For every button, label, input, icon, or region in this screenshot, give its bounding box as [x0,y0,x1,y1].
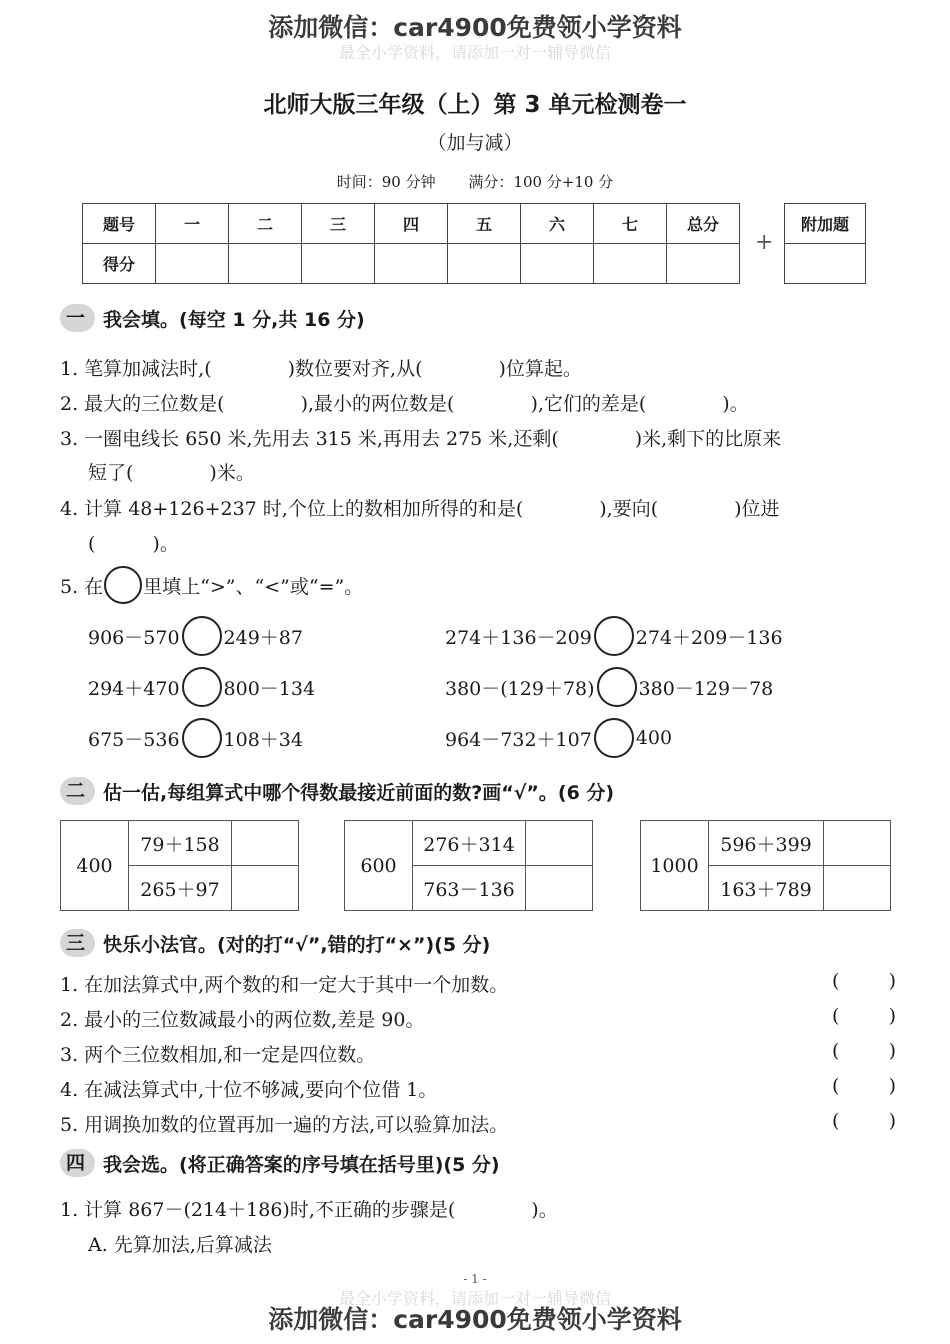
judge-answer-slot[interactable]: ( ) [832,1005,896,1027]
estimate-table [640,820,891,911]
compare-item [445,667,773,707]
estimate-expr: 79＋158 [129,821,232,866]
question-1-3: 3. 一圈电线长 650 米,先用去 315 米,再用去 275 米,还剩( )米,剩下的比原来 [60,428,782,450]
estimate-check-cell[interactable] [232,866,299,911]
judge-item [60,1040,900,1067]
section-badge: 三 [60,929,95,957]
compare-item [88,718,303,758]
compare-answer-circle[interactable] [182,616,222,656]
section-3-header [60,928,490,958]
estimate-target: 400 [61,821,129,911]
exam-time: 时间：90 分钟 [336,173,436,191]
score-cell[interactable] [375,244,448,284]
choice-a: A. 先算加法,后算减法 [88,1234,272,1256]
compare-right: 400 [635,727,673,749]
judge-item [60,1110,900,1137]
score-value-row [83,244,740,284]
estimate-check-cell[interactable] [526,821,593,866]
estimate-expr: 763－136 [413,866,526,911]
score-table [82,203,740,284]
judge-text: 3. 两个三位数相加,和一定是四位数。 [60,1044,376,1066]
score-cell[interactable] [302,244,375,284]
compare-left: 380－(129＋78) [445,677,595,700]
estimate-target: 1000 [641,821,709,911]
question-1-4: 4. 计算 48+126+237 时,个位上的数相加所得的和是( ),要向( )位进 [60,498,780,520]
section-badge: 一 [60,304,95,332]
estimate-check-cell[interactable] [824,866,891,911]
compare-item [88,667,315,707]
score-cell[interactable] [521,244,594,284]
judge-answer-slot[interactable]: ( ) [832,1075,896,1097]
section-title: 我会填。(每空 1 分,共 16 分) [103,308,365,331]
compare-answer-circle[interactable] [182,667,222,707]
compare-left: 675－536 [88,728,180,751]
judge-item [60,1005,900,1032]
watermark-top: 添加微信：car4900免费领小学资料 [268,13,682,42]
score-header-cell: 一 [156,204,229,244]
extra-score-table [784,203,866,284]
judge-answer-slot[interactable]: ( ) [832,970,896,992]
score-header-cell: 六 [521,204,594,244]
page-number: - 1 - [463,1272,487,1286]
question-1-1: 1. 笔算加减法时,( )数位要对齐,从( )位算起。 [60,358,582,380]
score-cell[interactable] [156,244,229,284]
estimate-expr: 163＋789 [709,866,824,911]
judge-answer-slot[interactable]: ( ) [832,1110,896,1132]
compare-answer-circle[interactable] [594,718,634,758]
q5-suffix: 里填上“>”、“<”或“=”。 [143,575,364,598]
ghost-text-bottom: 最全小学资料，请添加一对一辅导微信 [338,1289,611,1308]
judge-text: 5. 用调换加数的位置再加一遍的方法,可以验算加法。 [60,1114,509,1136]
extra-score-cell[interactable] [785,244,866,284]
estimate-target: 600 [345,821,413,911]
estimate-table [344,820,593,911]
estimate-table [60,820,299,911]
score-header-cell: 七 [594,204,667,244]
compare-right: 108＋34 [223,728,303,751]
compare-left: 964－732＋107 [445,728,592,751]
page-subtitle: （加与减） [427,132,523,154]
compare-left: 294＋470 [88,677,180,700]
compare-right: 274＋209－136 [635,626,783,649]
ghost-text-top: 最全小学资料，请添加一对一辅导微信 [338,43,611,62]
section-1-header [60,303,365,333]
compare-item [445,616,783,656]
judge-item [60,970,900,997]
section-4-header [60,1148,500,1178]
score-cell[interactable] [667,244,740,284]
compare-answer-circle[interactable] [597,667,637,707]
score-cell[interactable] [229,244,302,284]
judge-answer-slot[interactable]: ( ) [832,1040,896,1062]
section-badge: 二 [60,777,95,805]
score-row-label: 得分 [83,244,156,284]
compare-answer-circle[interactable] [182,718,222,758]
section-title: 快乐小法官。(对的打“√”,错的打“×”)(5 分) [103,933,491,956]
score-cell[interactable] [594,244,667,284]
section-badge: 四 [60,1149,95,1177]
estimate-check-cell[interactable] [526,866,593,911]
q5-prefix: 5. 在 [60,575,104,598]
score-cell[interactable] [448,244,521,284]
section-2-header [60,776,614,806]
plus-sign: + [755,230,774,255]
judge-text: 4. 在减法算式中,十位不够减,要向个位借 1。 [60,1079,438,1101]
score-header-cell: 题号 [83,204,156,244]
compare-answer-circle[interactable] [594,616,634,656]
question-4-1: 1. 计算 867－(214＋186)时,不正确的步骤是( )。 [60,1199,558,1221]
judge-text: 2. 最小的三位数减最小的两位数,差是 90。 [60,1009,425,1031]
section-title: 我会选。(将正确答案的序号填在括号里)(5 分) [103,1153,500,1176]
compare-item [445,718,672,758]
section-title: 估一估,每组算式中哪个得数最接近前面的数?画“√”。(6 分) [103,781,615,804]
compare-left: 906－570 [88,626,180,649]
score-header-cell: 二 [229,204,302,244]
question-1-3-cont: 短了( )米。 [88,462,255,484]
exam-full-score: 满分：100 分+10 分 [468,173,614,191]
circle-icon [104,566,142,604]
extra-header: 附加题 [785,204,866,244]
watermark-bottom: 添加微信：car4900免费领小学资料 [268,1305,682,1334]
compare-left: 274＋136－209 [445,626,592,649]
question-1-5 [60,566,363,604]
judge-item [60,1075,900,1102]
exam-meta [0,171,950,192]
compare-right: 249＋87 [223,626,303,649]
estimate-check-cell[interactable] [232,821,299,866]
score-header-cell: 三 [302,204,375,244]
estimate-expr: 265＋97 [129,866,232,911]
score-header-cell: 总分 [667,204,740,244]
page-title: 北师大版三年级（上）第 3 单元检测卷一 [263,92,687,118]
estimate-check-cell[interactable] [824,821,891,866]
question-1-2: 2. 最大的三位数是( ),最小的两位数是( ),它们的差是( )。 [60,393,749,415]
judge-text: 1. 在加法算式中,两个数的和一定大于其中一个加数。 [60,974,509,996]
estimate-expr: 276＋314 [413,821,526,866]
score-header-row [83,204,740,244]
compare-right: 380－129－78 [638,677,774,700]
compare-item [88,616,303,656]
question-1-4-cont: ( )。 [88,533,179,555]
estimate-expr: 596＋399 [709,821,824,866]
compare-right: 800－134 [223,677,316,700]
score-header-cell: 五 [448,204,521,244]
score-header-cell: 四 [375,204,448,244]
